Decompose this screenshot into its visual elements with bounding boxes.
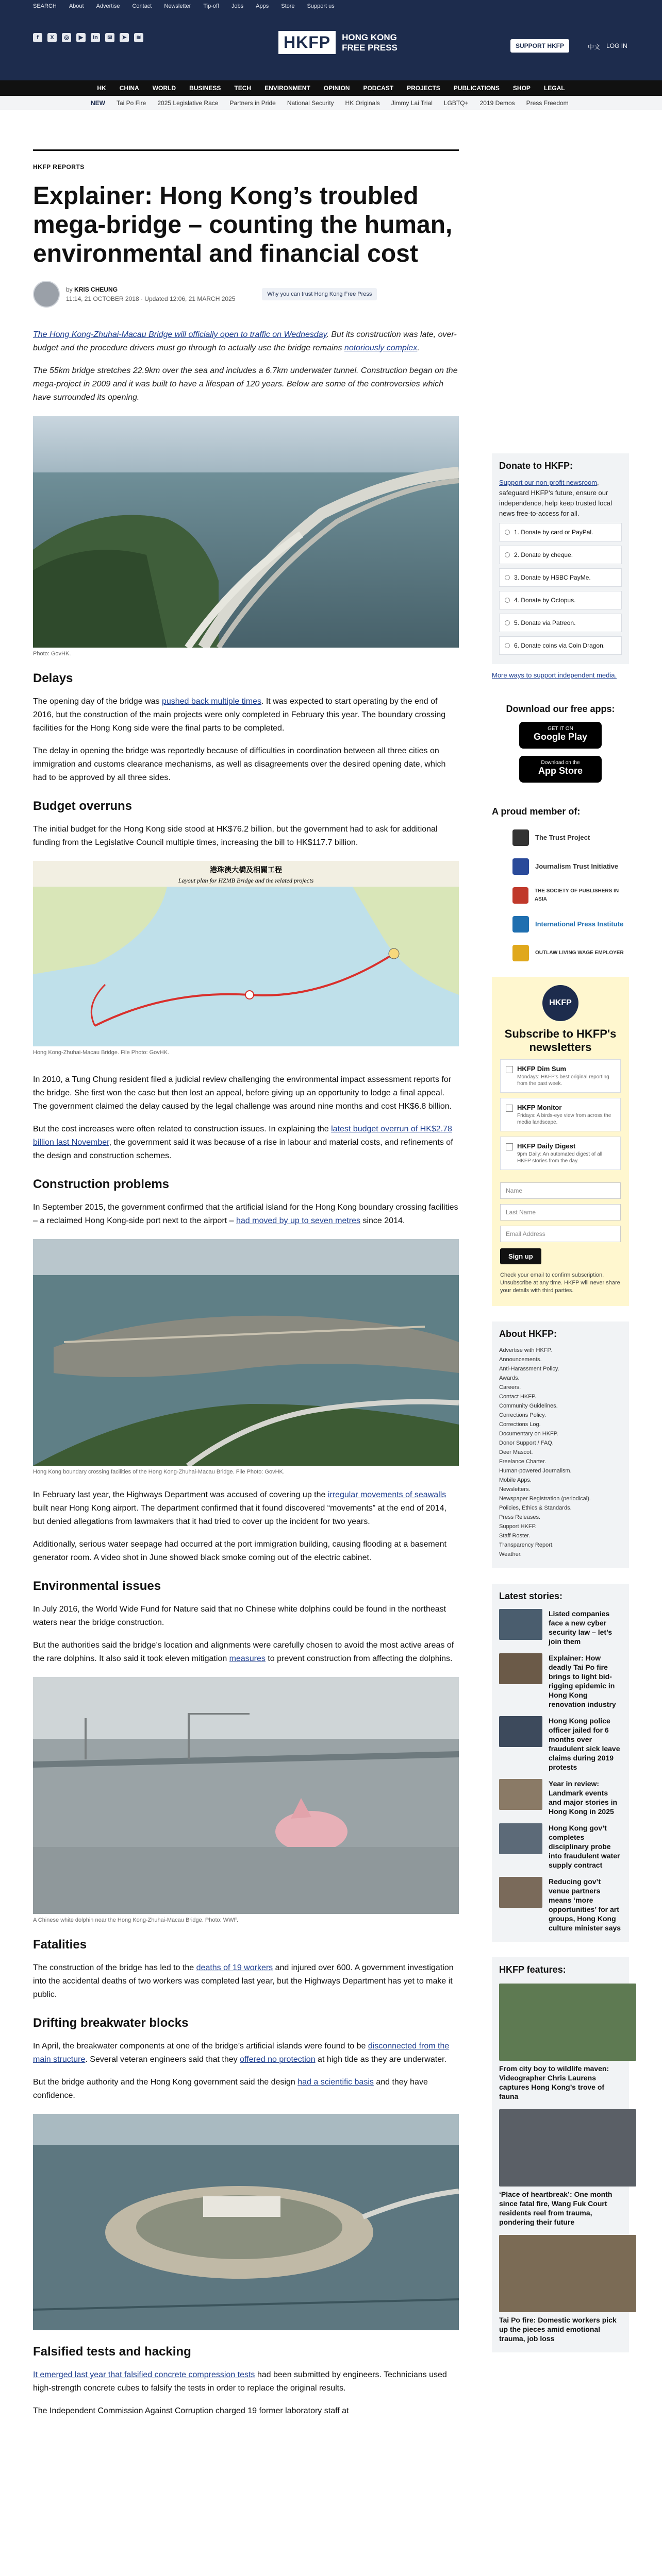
donate-option[interactable] [499, 546, 622, 564]
paragraph [33, 1488, 459, 1529]
login-link[interactable]: LOG IN [606, 42, 627, 49]
section-heading: Fatalities [33, 1938, 87, 1952]
donate-option-label: 3. Donate by HSBC PayMe. [514, 574, 591, 581]
google-play-small: GET IT ON [548, 726, 573, 732]
newsletter-name: HKFP Dim Sum [517, 1065, 567, 1073]
story-thumbnail [499, 1716, 542, 1747]
text: at high tide as they are underwater. [315, 2055, 446, 2064]
store-link[interactable]: Store [281, 3, 295, 9]
radio-icon [505, 530, 510, 535]
inline-link[interactable]: latest budget overrun of HK$2.78 billion last November [33, 1125, 452, 1147]
member-logo[interactable] [492, 858, 629, 875]
facebook-icon[interactable]: f [33, 33, 42, 42]
x-icon[interactable]: X [47, 33, 57, 42]
nav-shop[interactable]: SHOP [512, 84, 531, 92]
text: , the government said it was because of a rise in labour and material costs, and refinements of the design and construction schemes. [33, 1138, 453, 1160]
app-store-label: App Store [538, 766, 583, 776]
member-logo[interactable] [492, 829, 629, 846]
section-heading: Budget overruns [33, 799, 133, 813]
radio-icon [505, 552, 510, 557]
nav-opinion[interactable]: OPINION [323, 84, 350, 92]
about-item[interactable]: Support HKFP. [499, 1523, 537, 1530]
story-title: Explainer: How deadly Tai Po fire brings to light bid-rigging epidemic in Hong Kong renovation industry [549, 1654, 616, 1708]
feature-image [499, 2235, 636, 2312]
story-title: Reducing gov’t venue partners means ‘more opportunities’ for art groups, Hong Kong culture minister says [549, 1877, 621, 1932]
latest-title: Latest stories: [499, 1591, 563, 1601]
about-item[interactable]: Documentary on HKFP. [499, 1431, 558, 1437]
about-item[interactable]: Press Releases. [499, 1514, 541, 1520]
layout-map [33, 861, 459, 1046]
article-kicker[interactable]: HKFP REPORTS [33, 163, 85, 171]
author-avatar [33, 281, 60, 308]
story-item[interactable] [499, 1653, 622, 1709]
paragraph [33, 2368, 459, 2395]
inline-link[interactable]: irregular movements of seawalls [327, 1490, 446, 1499]
story-item[interactable] [499, 1877, 622, 1933]
donate-option-label: 2. Donate by cheque. [514, 551, 573, 558]
bridge-map-image [33, 861, 459, 1046]
first-name-input[interactable]: Name [500, 1182, 621, 1199]
checkbox-icon [506, 1066, 513, 1073]
intro-paragraph [33, 328, 459, 355]
apps-box [492, 697, 629, 792]
about-item[interactable]: Staff Roster. [499, 1533, 531, 1539]
trending-item[interactable]: National Security [287, 99, 334, 107]
newsletter-name: HKFP Monitor [517, 1104, 562, 1111]
nav-hk[interactable]: HK [97, 84, 106, 92]
story-item[interactable] [499, 1823, 622, 1870]
text: . Several veteran engineers said that they [85, 2055, 240, 2064]
feature-image [499, 2109, 636, 2187]
newsletter-note: Check your email to confirm subscription. Unsubscribe at any time. HKFP will never share your details with third parties. [500, 1272, 620, 1294]
trending-item[interactable]: Partners in Pride [229, 99, 276, 107]
text: In February last year, the Highways Department was accused of covering up the [33, 1490, 328, 1499]
living-wage-icon [512, 945, 529, 961]
nav-legal[interactable]: LEGAL [543, 84, 565, 92]
about-link[interactable]: About [69, 3, 84, 9]
trending-item[interactable]: Press Freedom [526, 99, 569, 107]
section-heading: Environmental issues [33, 1579, 161, 1593]
about-item[interactable]: Donor Support / FAQ. [499, 1440, 554, 1446]
donate-option[interactable] [499, 591, 622, 609]
nav-world[interactable]: WORLD [152, 84, 176, 92]
intro-link-complex[interactable]: notoriously complex [344, 344, 418, 352]
inline-link[interactable]: offered no protection [240, 2055, 316, 2064]
newsletter-title: Subscribe to HKFP's newsletters [504, 1027, 617, 1054]
donate-option[interactable] [499, 636, 622, 655]
port-photo [33, 1239, 459, 1466]
map-title: 港珠澳大橋及相關工程 [210, 866, 282, 874]
about-item[interactable]: Corrections Log. [499, 1421, 541, 1428]
text: In April, the breakwater components at one of the bridge’s artificial islands were found to be [33, 2042, 368, 2050]
inline-link[interactable]: disconnected from the main structure [33, 2042, 450, 2064]
photo-caption: Photo: GovHK. [33, 651, 71, 657]
inline-link[interactable]: had a scientific basis [297, 2078, 374, 2087]
donate-option[interactable] [499, 568, 622, 587]
paragraph: In July 2016, the World Wide Fund for Nature said that no Chinese white dolphins could be found in the northeast waters near the bridge construction. [33, 1605, 446, 1627]
photo-caption: A Chinese white dolphin near the Hong Kong-Zhuhai-Macau Bridge. Photo: WWF. [33, 1917, 239, 1923]
member-logo[interactable] [492, 916, 629, 933]
donate-option[interactable] [499, 614, 622, 632]
inline-link[interactable]: had moved by up to seven metres [236, 1216, 361, 1225]
text: But the bridge authority and the Hong Kong government said the design [33, 2078, 298, 2087]
member-name: THE SOCIETY OF PUBLISHERS IN ASIA [534, 888, 619, 902]
intro-text: . But its construction was late, over-budget and the procedure drivers must go through to actually use the bridge remains [33, 330, 457, 352]
social-icons [33, 33, 143, 42]
newsletter-desc: 9pm Daily: An automated digest of all HKFP stories from the day. [517, 1151, 603, 1164]
newsletter-link[interactable]: Newsletter [164, 3, 191, 9]
section-heading: Delays [33, 671, 73, 685]
text: In September 2015, the government confirmed that the artificial island for the Hong Kong boundary crossing facilities – a reclaimed Hong Kong-side port next to the airport – [33, 1203, 458, 1225]
about-item[interactable]: Newspaper Registration (periodical). [499, 1496, 591, 1502]
map-subtitle: Layout plan for HZMB Bridge and the related projects [178, 877, 314, 884]
member-name: International Press Institute [535, 920, 624, 928]
donate-text [499, 478, 622, 519]
radio-icon [505, 575, 510, 580]
feature-title: Tai Po fire: Domestic workers pick up the pieces amid emotional trauma, job loss [499, 2316, 617, 2343]
logo-text [342, 32, 398, 53]
trending-item[interactable]: 2025 Legislative Race [157, 99, 219, 107]
about-item[interactable]: Corrections Policy. [499, 1412, 546, 1418]
apps-link[interactable]: Apps [256, 3, 269, 9]
about-item[interactable]: Awards. [499, 1375, 520, 1381]
ipi-icon [512, 916, 529, 933]
google-play-button[interactable] [519, 722, 602, 749]
checkbox-icon [506, 1105, 513, 1112]
donate-option-label: 5. Donate via Patreon. [514, 619, 576, 626]
newsletter-badge: HKFP [542, 985, 578, 1021]
story-title: Hong Kong gov’t completes disciplinary probe into fraudulent water supply contract [549, 1824, 620, 1869]
feature-item[interactable] [499, 2235, 622, 2343]
logo-text-line-1: HONG KONG [342, 32, 397, 42]
app-store-button[interactable] [519, 756, 602, 783]
photo-caption: Hong Kong-Zhuhai-Macau Bridge. File Photo: GovHK. [33, 1049, 170, 1056]
text: But the authorities said the bridge’s location and alignments were carefully chosen to avoid the most active areas of the rare dolphins. It also said it took eleven mitigation [33, 1641, 454, 1663]
trending-nav [0, 96, 662, 110]
donate-copy: , safeguard HKFP's future, ensure our independence, help keep trusted local news free-to-access for all. [499, 479, 612, 517]
paragraph: The initial budget for the Hong Kong side stood at HK$76.2 billion, but the government had to ask for additional funding from the Legislative Council multiple times, increasing the bill to HK$117.7 billion. [33, 825, 438, 847]
intro-paragraph-2: The 55km bridge stretches 22.9km over the sea and includes a 6.7km underwater tunnel. Construction began on the mega-project in 2009 and it was built to have a lifespan of 120 years. Below are some of the controversies which have surrounded its opening. [33, 366, 458, 402]
paragraph [33, 1123, 459, 1163]
story-item[interactable] [499, 1609, 622, 1646]
google-play-label: Google Play [533, 732, 588, 742]
paragraph [33, 1201, 459, 1228]
sopa-icon [512, 887, 528, 904]
story-thumbnail [499, 1823, 542, 1854]
feature-title: ‘Place of heartbreak’: One month since fatal fire, Wang Fuk Court residents reel from trauma, pondering their future [499, 2190, 613, 2226]
byline [33, 281, 459, 308]
text: and they have confidence. [33, 2078, 428, 2100]
paragraph: The delay in opening the bridge was reportedly because of difficulties in coordination between all three cities on immigration and customs clearance mechanisms, as well as disagreements over the desired opening date, which had to be approved by all three sides. [33, 747, 446, 782]
nav-tech[interactable]: TECH [234, 84, 252, 92]
instagram-icon[interactable]: ◎ [62, 33, 71, 42]
linkedin-icon[interactable]: in [91, 33, 100, 42]
donate-option-label: 1. Donate by card or PayPal. [514, 529, 593, 536]
intro-link[interactable]: The Hong Kong-Zhuhai-Macau Bridge will officially open to traffic on Wednesday [33, 330, 327, 339]
logo-mark: HKFP [278, 31, 336, 54]
feature-item[interactable] [499, 2109, 622, 2227]
intro-end: . [417, 344, 420, 352]
jobs-link[interactable]: Jobs [231, 3, 244, 9]
photo-caption: Hong Kong boundary crossing facilities of the Hong Kong-Zhuhai-Macau Bridge. File Photo: GovHK. [33, 1469, 285, 1475]
author-name[interactable]: KRIS CHEUNG [74, 286, 118, 293]
about-item[interactable]: Advertise with HKFP. [499, 1347, 552, 1353]
paragraph [33, 1639, 459, 1666]
member-name: OUTLAW LIVING WAGE EMPLOYER [535, 950, 624, 956]
logo-text-line-2: FREE PRESS [342, 42, 398, 53]
last-name-input[interactable]: Last Name [500, 1204, 621, 1221]
tipoff-link[interactable]: Tip-off [203, 3, 219, 9]
about-item[interactable]: Human-powered Journalism. [499, 1468, 572, 1474]
inline-link[interactable]: measures [229, 1654, 266, 1663]
story-title: Year in review: Landmark events and major stories in Hong Kong in 2025 [549, 1780, 618, 1816]
about-item[interactable]: Transparency Report. [499, 1542, 554, 1548]
trending-item[interactable]: LGBTQ+ [443, 99, 469, 107]
jti-icon [512, 858, 529, 875]
donate-link[interactable]: Support our non-profit newsroom [499, 479, 598, 486]
text: built near Hong Kong airport. The department confirmed that it found discovered “movements” at the end of 2014, but denied allegations from lawmakers that it had tried to cover up the incident for two years. [33, 1504, 446, 1526]
search-link[interactable]: SEARCH [33, 3, 57, 9]
donate-title: Donate to HKFP: [499, 461, 573, 471]
about-item[interactable]: Newsletters. [499, 1486, 531, 1493]
apps-title: Download our free apps: [506, 704, 615, 714]
about-item[interactable]: Community Guidelines. [499, 1403, 558, 1409]
support-link[interactable]: Support us [307, 3, 335, 9]
trust-badge[interactable]: Why you can trust Hong Kong Free Press [262, 288, 377, 300]
latest-stories-box [492, 1584, 629, 1942]
story-title: Hong Kong police officer jailed for 6 months over fraudulent sick leave claims during 2019 protests [549, 1717, 620, 1771]
paragraph: Additionally, serious water seepage had occurred at the port immigration building, causing flooding at a basement generator room. A video shot in June showed black smoke coming out of the electric cabinet. [33, 1540, 446, 1562]
inline-link[interactable]: pushed back multiple times [161, 697, 261, 706]
newsletter-desc: Fridays: A birds-eye view from across the media landscape. [517, 1113, 611, 1125]
article [33, 124, 459, 2418]
member-title: A proud member of: [492, 806, 581, 817]
email-input[interactable]: Email Address [500, 1226, 621, 1242]
artificial-island-image [33, 2114, 459, 2330]
paragraph [33, 695, 459, 735]
feature-item[interactable] [499, 1984, 622, 2101]
more-ways-link[interactable]: More ways to support independent media. [492, 671, 617, 679]
support-hkfp-button[interactable]: SUPPORT HKFP [510, 39, 569, 53]
story-thumbnail [499, 1779, 542, 1810]
radio-icon [505, 598, 510, 603]
checkbox-icon [506, 1143, 513, 1150]
text: The construction of the bridge has led to the [33, 1963, 196, 1972]
text: since 2014. [360, 1216, 405, 1225]
dolphin-photo [33, 1677, 459, 1914]
trending-item[interactable]: Tai Po Fire [117, 99, 146, 107]
text: The opening day of the bridge was [33, 697, 162, 706]
story-item[interactable] [499, 1779, 622, 1816]
feature-image [499, 1984, 636, 2061]
white-dolphin-image [33, 1677, 459, 1914]
newsletter-box [492, 977, 629, 1306]
member-name: Journalism Trust Initiative [535, 862, 619, 870]
nav-business[interactable]: BUSINESS [189, 84, 221, 92]
nav-projects[interactable]: PROJECTS [407, 84, 440, 92]
paragraph [33, 2040, 459, 2066]
text: . It was expected to start operating by the end of 2016, but the construction of the main projects were only completed in February this year. The boundary crossing facilities for the Hong Kong side were the final parts to be completed. [33, 697, 446, 733]
site-header [0, 0, 662, 80]
newsletter-name: HKFP Daily Digest [517, 1142, 576, 1150]
member-name: The Trust Project [535, 834, 590, 841]
story-thumbnail [499, 1877, 542, 1908]
header-links [588, 42, 627, 51]
advertise-link[interactable]: Advertise [96, 3, 120, 9]
about-item[interactable]: Freelance Charter. [499, 1459, 547, 1465]
donate-option-label: 6. Donate coins via Coin Dragon. [514, 642, 605, 649]
nav-publications[interactable]: PUBLICATIONS [453, 84, 500, 92]
newsletter-option[interactable] [500, 1059, 621, 1093]
features-title: HKFP features: [499, 1964, 566, 1975]
paragraph: In 2010, a Tung Chung resident filed a judicial review challenging the environmental impact assessment reports for the bridge. She first won the case but then lost an appeal, before giving up an opportunity to lodge a final appeal. The government claimed the delay caused by the legal challenge was around nine months and cost HK$6.8 billion. [33, 1075, 452, 1111]
about-item[interactable]: Mobile Apps. [499, 1477, 532, 1483]
rss-icon[interactable]: ≋ [134, 33, 143, 42]
member-logo[interactable] [492, 945, 629, 961]
youtube-icon[interactable]: ▶ [76, 33, 86, 42]
section-heading: Falsified tests and hacking [33, 2345, 191, 2359]
paragraph [33, 1961, 459, 2002]
about-item[interactable]: Weather. [499, 1551, 522, 1557]
section-heading: Construction problems [33, 1177, 170, 1191]
trending-item[interactable]: 2019 Demos [479, 99, 515, 107]
radio-icon [505, 620, 510, 625]
member-logo[interactable] [492, 887, 629, 904]
story-thumbnail [499, 1653, 542, 1684]
app-store-small: Download on the [541, 760, 580, 766]
text: had been submitted by engineers. Technicians used high-strength concrete cubes to falsify the tests in order to replace the original results. [33, 2370, 447, 2393]
features-box [492, 1957, 629, 2352]
contact-link[interactable]: Contact [132, 3, 152, 9]
text: and injured over 600. A government investigation into the accidental deaths of two workers was completed last year, but the Highways Department has yet to make it public. [33, 1963, 454, 1999]
about-item[interactable]: Anti-Harassment Policy. [499, 1366, 559, 1372]
paragraph [33, 2076, 459, 2103]
nav-podcast[interactable]: PODCAST [363, 84, 394, 92]
new-badge: NEW [91, 99, 105, 107]
bridge-photo [33, 416, 459, 648]
about-item[interactable]: Contact HKFP. [499, 1394, 536, 1400]
sidebar [492, 453, 629, 2352]
about-box [492, 1321, 629, 1568]
newsletter-option[interactable] [500, 1137, 621, 1170]
about-title: About HKFP: [499, 1329, 557, 1339]
donate-option[interactable] [499, 523, 622, 541]
paragraph: The Independent Commission Against Corruption charged 19 former laboratory staff at [33, 2406, 349, 2415]
trust-project-icon [512, 829, 529, 846]
about-item[interactable]: Deer Mascot. [499, 1449, 533, 1455]
signup-button[interactable]: Sign up [500, 1248, 541, 1264]
site-logo[interactable] [278, 31, 398, 54]
about-list [499, 1346, 622, 1559]
author-prefix: by [66, 286, 73, 293]
story-item[interactable] [499, 1716, 622, 1772]
donate-box [492, 453, 629, 664]
text: But the cost increases were often related to construction issues. In explaining the [33, 1125, 332, 1133]
about-item[interactable]: Announcements. [499, 1357, 542, 1363]
trending-item[interactable]: HK Originals [345, 99, 380, 107]
about-item[interactable]: Careers. [499, 1384, 521, 1391]
boundary-crossing-image [33, 1239, 459, 1466]
utility-links [33, 3, 335, 9]
feature-title: From city boy to wildlife maven: Videographer Chris Laurens captures Hong Kong’s trove of fauna [499, 2064, 609, 2100]
radio-icon [505, 643, 510, 648]
telegram-icon[interactable]: ➤ [120, 33, 129, 42]
inline-link[interactable]: deaths of 19 workers [196, 1963, 273, 1972]
island-photo [33, 2114, 459, 2330]
donate-option-label: 4. Donate by Octopus. [514, 597, 576, 604]
text: to prevent construction from affecting the dolphins. [265, 1654, 453, 1663]
article-dates: 11:14, 21 OCTOBER 2018 · Updated 12:06, 21 MARCH 2025 [66, 295, 236, 302]
byline-meta [66, 285, 235, 303]
inline-link[interactable]: It emerged last year that falsified concrete compression tests [33, 2370, 255, 2379]
section-heading: Drifting breakwater blocks [33, 2016, 189, 2030]
member-box [492, 806, 629, 961]
trending-item[interactable]: Jimmy Lai Trial [391, 99, 433, 107]
article-title: Explainer: Hong Kong’s troubled mega-bridge – counting the human, environmental and financial cost [33, 182, 453, 267]
mail-icon[interactable]: ✉ [105, 33, 114, 42]
story-thumbnail [499, 1609, 542, 1640]
newsletter-option[interactable] [500, 1098, 621, 1131]
bridge-aerial-image [33, 416, 459, 648]
main-nav [0, 80, 662, 96]
story-title: Listed companies face a new cyber security law – let’s join them [549, 1609, 613, 1646]
article-divider [33, 149, 459, 151]
newsletter-desc: Mondays: HKFP's best original reporting from the past week. [517, 1074, 609, 1087]
nav-environment[interactable]: ENVIRONMENT [264, 84, 310, 92]
chinese-link[interactable]: 中文 [588, 43, 601, 50]
about-item[interactable]: Policies, Ethics & Standards. [499, 1505, 572, 1511]
nav-china[interactable]: CHINA [119, 84, 139, 92]
